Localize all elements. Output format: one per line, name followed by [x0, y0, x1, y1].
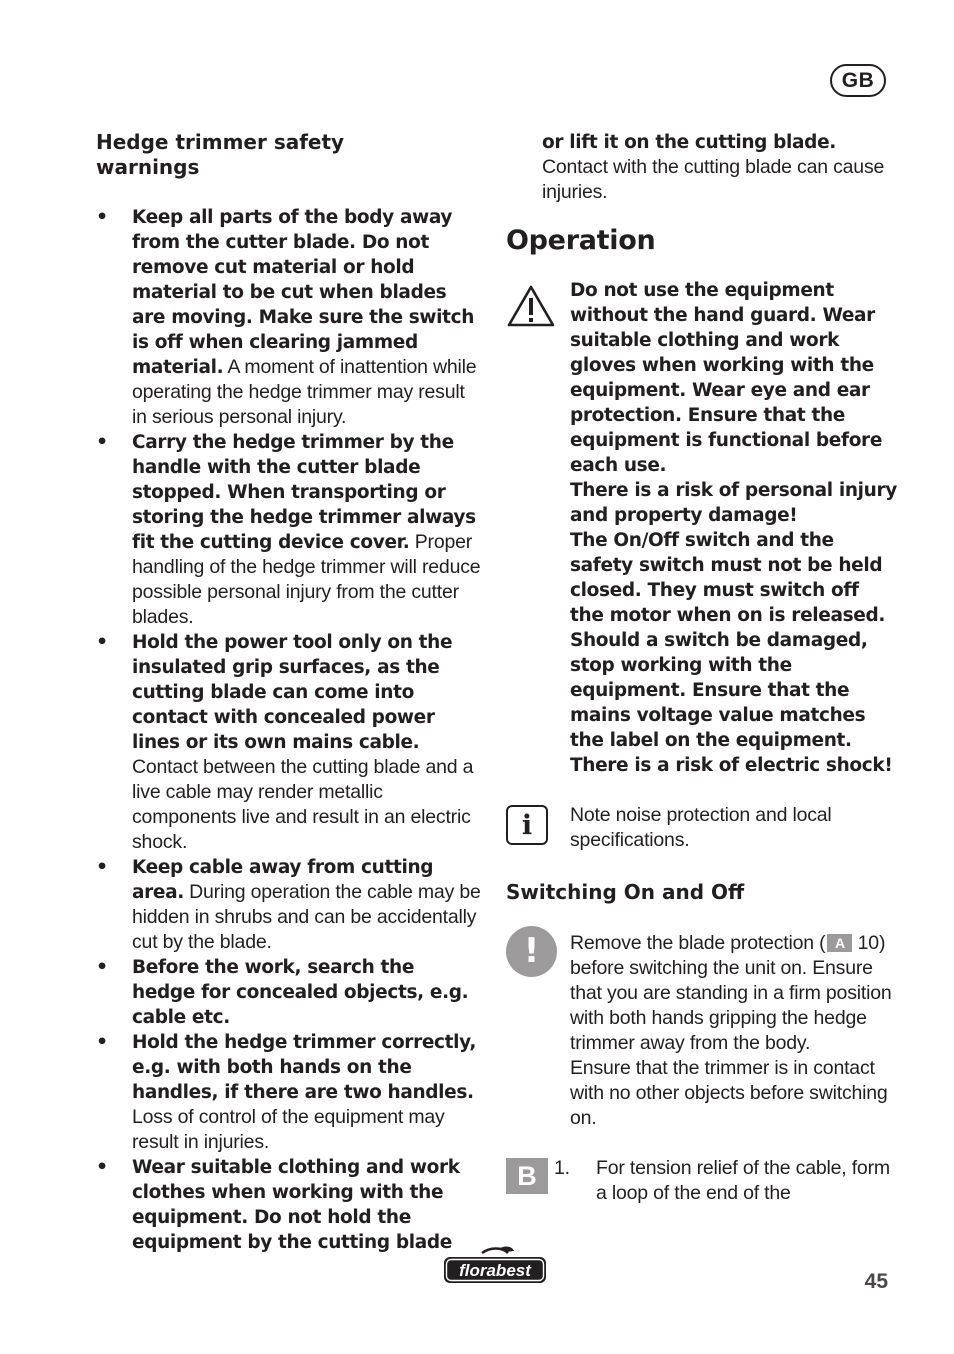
bullet-bold-text: Before the work, search the hedge for concealed objects, e.g. cable etc. — [132, 957, 469, 1028]
step-1 — [506, 1156, 898, 1206]
bullet-normal-text: Loss of control of the equipment may result in injuries. — [132, 1106, 445, 1153]
bullet-normal-text: Proper handling of the hedge trimmer will reduce possible personal injury from the cutter blades. — [132, 531, 481, 628]
warning-block — [506, 278, 898, 778]
caution-block — [506, 931, 898, 1131]
bullet-normal-text: A moment of inattention while operating the hedge trimmer may result in serious personal injury. — [132, 356, 477, 428]
bullet-dot: • — [96, 1031, 109, 1053]
safety-bullet-item — [96, 205, 482, 430]
caution-text-1 — [570, 931, 898, 1056]
safety-bullet-item — [96, 855, 482, 955]
exclamation-circle-icon: ! — [506, 926, 557, 977]
figure-b-badge: B — [506, 1158, 548, 1194]
safety-bullet-item — [96, 1155, 482, 1255]
info-block — [506, 803, 898, 853]
bullet-dot: • — [96, 431, 109, 453]
continued-paragraph — [506, 130, 898, 205]
step-text: For tension relief of the cable, form a loop of the end of the — [596, 1157, 890, 1204]
bullet-bold-text: Wear suitable clothing and work clothes when working with the equipment. Do not hold the equipment by the cutting blade — [132, 1157, 460, 1253]
bullet-dot: • — [96, 206, 109, 228]
bullet-dot: • — [96, 631, 109, 653]
bullet-bold-text: Hold the power tool only on the insulated grip surfaces, as the cutting blade can come into contact with concealed power lines or its own mains cable. — [132, 632, 453, 753]
safety-bullet-list — [96, 205, 482, 1255]
warning-triangle-icon — [506, 284, 556, 335]
bullet-dot: • — [96, 956, 109, 978]
caution-text-before: Remove the blade protection ( — [570, 932, 826, 954]
caution-text-after: 10) before switching the unit on. Ensure that you are standing in a firm position with both hands gripping the hedge trimmer away from the body. — [570, 932, 892, 1054]
continued-bold: or lift it on the cutting blade. — [542, 132, 836, 153]
warning-text-2: There is a risk of personal injury and property damage! — [570, 480, 897, 526]
safety-bullet-item — [96, 430, 482, 630]
bullet-bold-text: Carry the hedge trimmer by the handle with the cutter blade stopped. When transporting or storing the hedge trimmer always fit the cutting device cover. — [132, 432, 476, 553]
language-badge: GB — [830, 64, 886, 97]
info-text: Note noise protection and local specifications. — [570, 804, 832, 851]
left-column — [96, 130, 482, 1255]
continued-normal: Contact with the cutting blade can cause injuries. — [542, 156, 885, 203]
right-column — [506, 130, 898, 1206]
figure-ref-badge: A — [827, 934, 852, 952]
warning-text-3: The On/Off switch and the safety switch must not be held closed. They must switch off the motor when on is released. Should a switch be damaged, stop working with the equipment. Ensure that the mains voltage value matches the label on the equipment. — [570, 530, 886, 751]
operation-heading: Operation — [506, 225, 656, 256]
florabest-logo — [442, 1246, 548, 1286]
bullet-dot: • — [96, 1156, 109, 1178]
safety-warnings-heading: Hedge trimmer safety warnings — [96, 130, 345, 179]
bullet-normal-text: During operation the cable may be hidden in shrubs and can be accidentally cut by the blade. — [132, 881, 481, 953]
page-number: 45 — [864, 1270, 888, 1293]
warning-text-1: Do not use the equipment without the hand guard. Wear suitable clothing and work gloves when working with the equipment. Wear eye and ear protection. Ensure that the equipment is functional before each use. — [570, 280, 883, 476]
info-icon: i — [506, 805, 548, 845]
switching-heading: Switching On and Off — [506, 880, 745, 904]
safety-bullet-item — [96, 955, 482, 1030]
safety-bullet-item — [96, 1030, 482, 1155]
bullet-bold-text: Hold the hedge trimmer correctly, e.g. with both hands on the handles, if there are two handles. — [132, 1032, 477, 1103]
safety-bullet-item — [96, 630, 482, 855]
bullet-bold-text: Keep cable away from cutting area. — [132, 857, 434, 903]
logo-text: florabest — [459, 1261, 531, 1280]
bullet-dot: • — [96, 856, 109, 878]
bullet-bold-text: Keep all parts of the body away from the cutter blade. Do not remove cut material or hold material to be cut when blades are moving. Make sure the switch is off when clearing jammed material. — [132, 207, 475, 378]
caution-text-2: Ensure that the trimmer is in contact with no other objects before switching on. — [570, 1057, 888, 1129]
warning-text-4: There is a risk of electric shock! — [570, 755, 893, 776]
bullet-normal-text: Contact between the cutting blade and a live cable may render metallic components live and result in an electric shock. — [132, 756, 474, 853]
step-number: 1. — [554, 1157, 570, 1179]
